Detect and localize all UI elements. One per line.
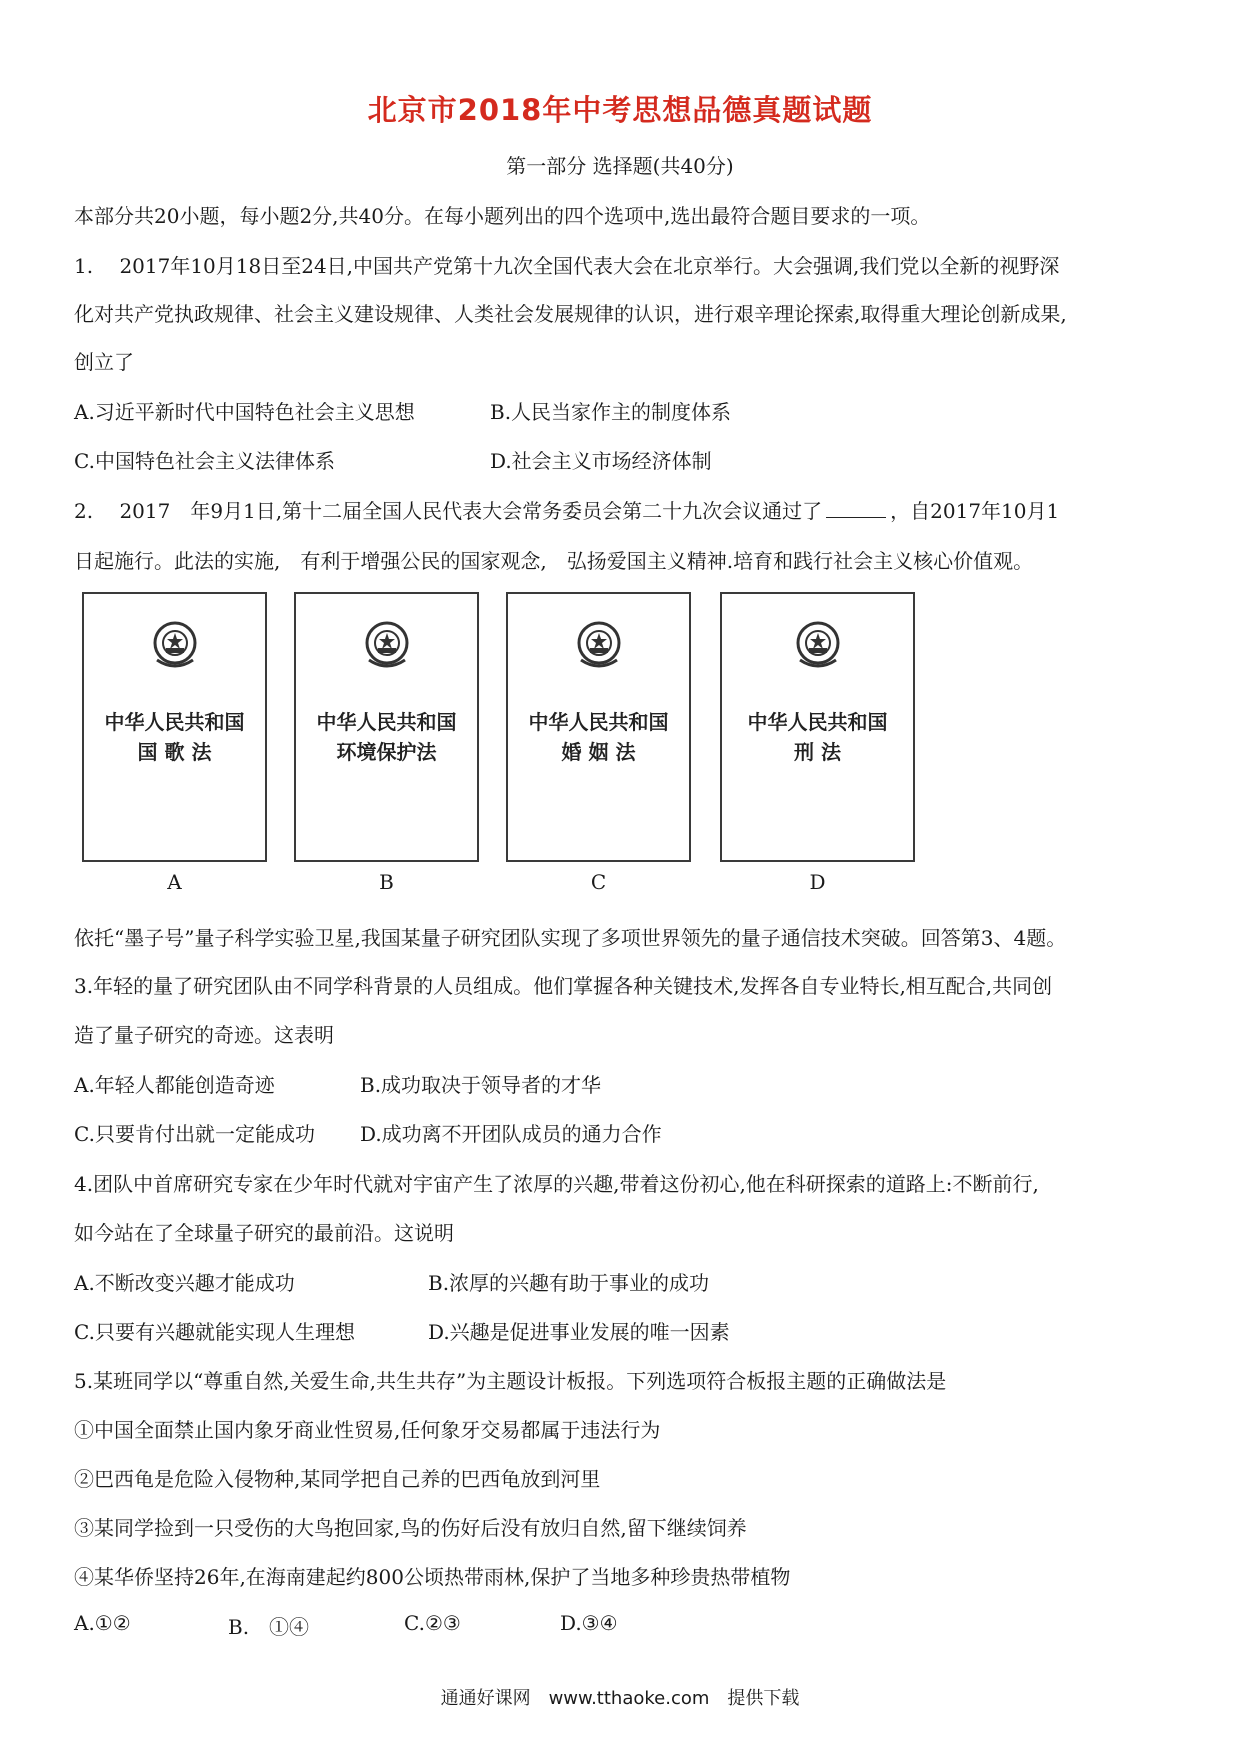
q4-stem-line-1: 4.团队中首席研究专家在少年时代就对宇宙产生了浓厚的兴趣,带着这份初心,他在科研探索的道路上:不断前行, — [74, 1172, 1039, 1196]
q4-option-b: B.浓厚的兴趣有助于事业的成功 — [428, 1271, 710, 1295]
book-d — [720, 592, 915, 862]
q3-stem-line-2: 造了量子研究的奇迹。这表明 — [74, 1023, 334, 1047]
book-c-title-line-2: 婚 姻 法 — [561, 740, 636, 764]
book-d-title — [722, 707, 913, 767]
q4-stem-line-2: 如今站在了全球量子研究的最前沿。这说明 — [74, 1221, 454, 1245]
book-a-title-line-2: 国 歌 法 — [137, 740, 212, 764]
book-a-title — [84, 707, 265, 767]
q5-option-a: A.①② — [74, 1611, 131, 1635]
q1-option-a: A.习近平新时代中国特色社会主义思想 — [74, 400, 415, 424]
q5-option-d: D.③④ — [560, 1611, 618, 1635]
q4-option-c: C.只要有兴趣就能实现人生理想 — [74, 1320, 355, 1344]
q5-item-2: ②巴西龟是危险入侵物种,某同学把自己养的巴西龟放到河里 — [74, 1467, 601, 1491]
q3-stem-line-1: 3.年轻的量了研究团队由不同学科背景的人员组成。他们掌握各种关键技术,发挥各自专业特长,相互配合,共同创 — [74, 974, 1053, 998]
answer-blank — [826, 517, 886, 518]
q1-option-d: D.社会主义市场经济体制 — [490, 449, 712, 473]
q5-item-4: ④某华侨坚持26年,在海南建起约800公顷热带雨林,保护了当地多种珍贵热带植物 — [74, 1565, 791, 1589]
book-b-title-line-1: 中华人民共和国 — [316, 710, 457, 734]
book-a-label: A — [167, 870, 182, 894]
q5-item-3: ③某同学捡到一只受伤的大鸟抱回家,鸟的伤好后没有放归自然,留下继续饲养 — [74, 1516, 747, 1540]
q1-option-c: C.中国特色社会主义法律体系 — [74, 449, 335, 473]
book-c — [506, 592, 691, 862]
page-title: 北京市2018年中考思想品德真题试题 — [367, 93, 873, 127]
q5-option-b: B. ①④ — [228, 1615, 310, 1639]
book-c-title — [508, 707, 689, 767]
section-subtitle: 第一部分 选择题(共40分) — [506, 154, 734, 178]
q4-option-d: D.兴趣是促进事业发展的唯一因素 — [428, 1320, 730, 1344]
q4-option-a: A.不断改变兴趣才能成功 — [74, 1271, 295, 1295]
book-a — [82, 592, 267, 862]
book-d-title-line-2: 刑 法 — [794, 740, 841, 764]
q2-stem-line-2: 日起施行。此法的实施, 有利于增强公民的国家观念, 弘扬爱国主义精神.培育和践行社会主义核心价值观。 — [74, 549, 1034, 573]
q3-option-a: A.年轻人都能创造奇迹 — [74, 1073, 275, 1097]
q3-option-d: D.成功离不开团队成员的通力合作 — [360, 1122, 662, 1146]
book-a-title-line-1: 中华人民共和国 — [104, 710, 245, 734]
national-emblem-icon — [145, 616, 205, 676]
q3-option-b: B.成功取决于领导者的才华 — [360, 1073, 602, 1097]
q3-q4-context: 依托“墨子号”量子科学实验卫星,我国某量子研究团队实现了多项世界领先的量子通信技术突破。回答第3、4题。 — [74, 926, 1067, 950]
book-b-label: B — [379, 870, 394, 894]
national-emblem-icon — [788, 616, 848, 676]
book-b — [294, 592, 479, 862]
q1-option-b: B.人民当家作主的制度体系 — [490, 400, 732, 424]
q5-item-1: ①中国全面禁止国内象牙商业性贸易,任何象牙交易都属于违法行为 — [74, 1418, 661, 1442]
book-b-title-line-2: 环境保护法 — [336, 740, 437, 764]
national-emblem-icon — [569, 616, 629, 676]
book-c-title-line-1: 中华人民共和国 — [528, 710, 669, 734]
q1-stem-line-2: 化对共产党执政规律、社会主义建设规律、人类社会发展规律的认识，进行艰辛理论探索,取得重大理论创新成果, — [74, 302, 1067, 326]
q1-stem-line-1: 1. 2017年10月18日至24日,中国共产党第十九次全国代表大会在北京举行。大会强调,我们党以全新的视野深 — [74, 254, 1060, 278]
q3-option-c: C.只要肯付出就一定能成功 — [74, 1122, 315, 1146]
book-d-title-line-1: 中华人民共和国 — [747, 710, 888, 734]
q5-option-c: C.②③ — [404, 1611, 461, 1635]
national-emblem-icon — [357, 616, 417, 676]
q5-stem: 5.某班同学以“尊重自然,关爱生命,共生共存”为主题设计板报。下列选项符合板报主题的正确做法是 — [74, 1369, 947, 1393]
q2-stem-text-before: 2. 2017 年9月1日,第十二届全国人民代表大会常务委员会第二十九次会议通过了 — [74, 499, 823, 523]
q2-stem-line-1 — [74, 495, 1059, 524]
book-d-label: D — [809, 870, 826, 894]
q2-stem-text-after: ，自2017年10月1 — [890, 499, 1060, 523]
page-footer: 通通好课网 www.tthaoke.com 提供下载 — [440, 1688, 800, 1709]
q1-stem-line-3: 创立了 — [74, 350, 134, 374]
section-intro: 本部分共20小题，每小题2分,共40分。在每小题列出的四个选项中,选出最符合题目要求的一项。 — [74, 204, 931, 228]
book-b-title — [296, 707, 477, 767]
book-c-label: C — [590, 870, 607, 894]
